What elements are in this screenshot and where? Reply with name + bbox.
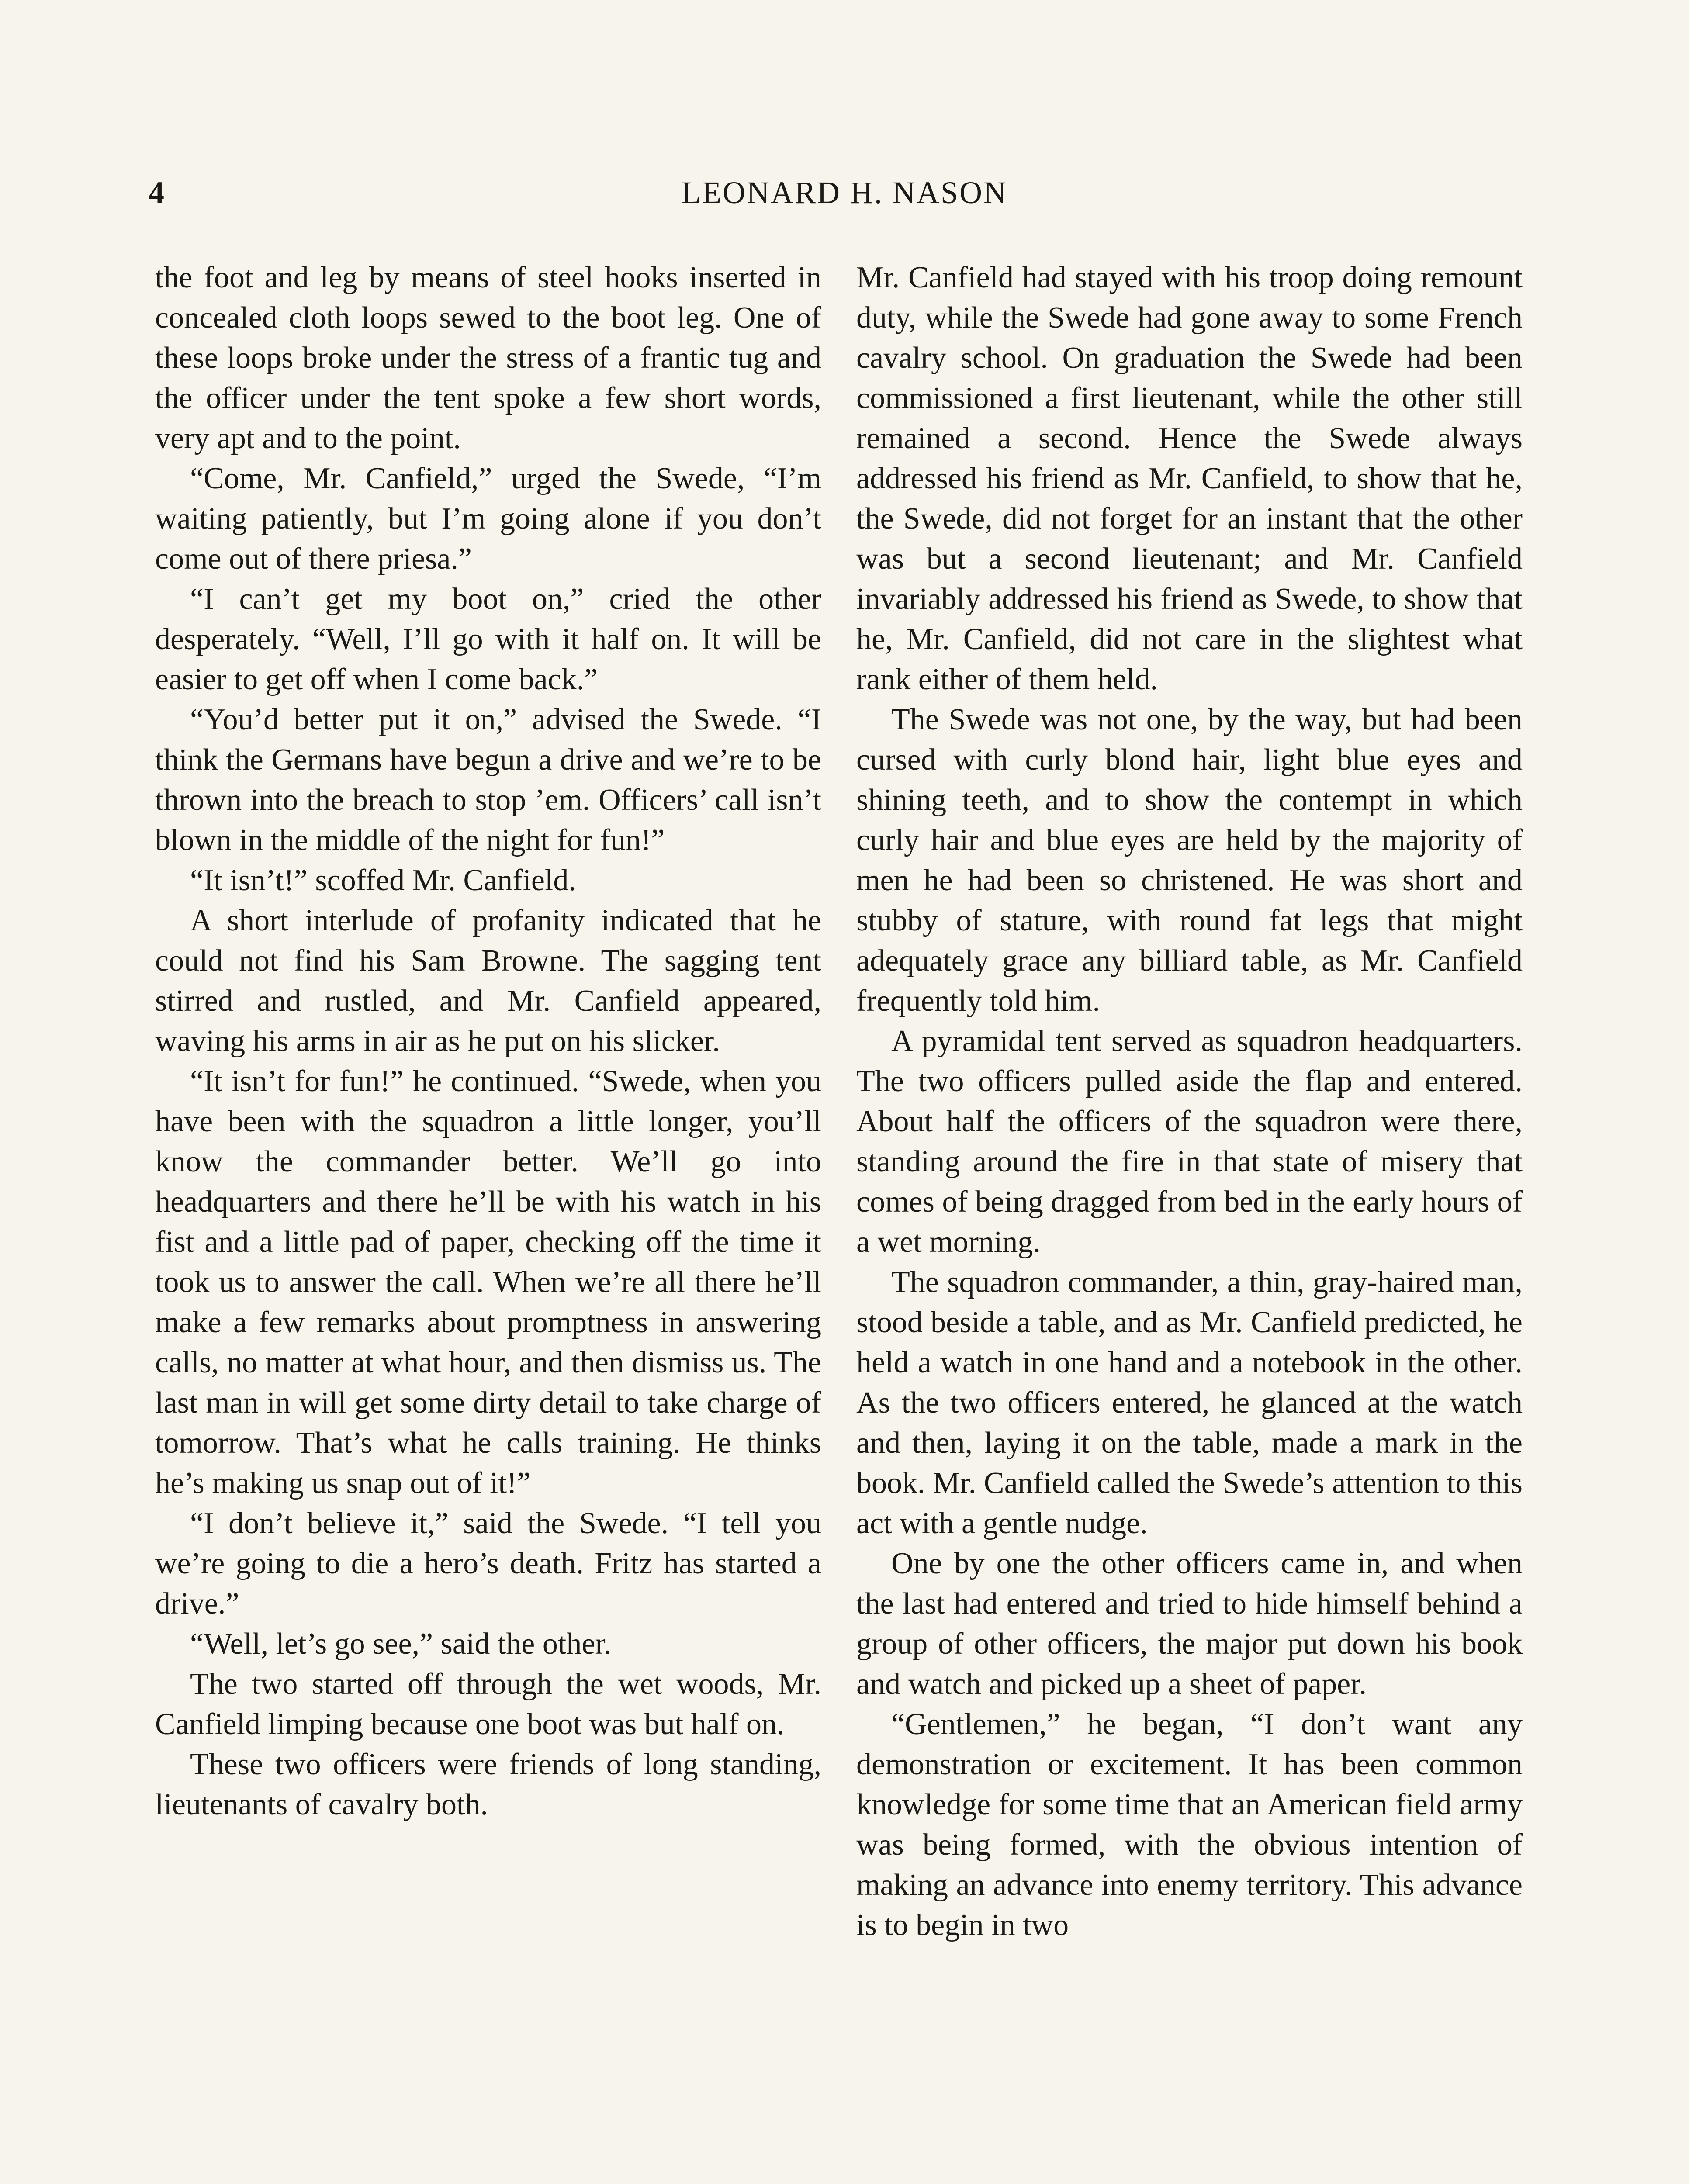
paragraph: The squadron commander, a thin, gray-haired man, stood beside a table, and as Mr. Canfield predicted, he held a watch in one hand and a notebook in the other. As the two officers entered, he glanced at the watch and then, laying it on the table, made a mark in the book. Mr. Canfield called the Swede’s attention to this act with a gentle nudge. [856, 1265, 1523, 1540]
paragraph: One by one the other officers came in, and when the last had entered and tried to hide himself behind a group of other officers, the major put down his book and watch and picked up a sheet of paper. [856, 1547, 1523, 1701]
paragraph: A short interlude of profanity indicated that he could not find his Sam Browne. The sagging tent stirred and rustled, and Mr. Canfield appeared, waving his arms in air as he put on his slicker. [155, 904, 821, 1058]
paragraph: The two started off through the wet woods, Mr. Canfield limping because one boot was but half on. [155, 1667, 821, 1741]
right-column [856, 258, 1523, 1946]
paragraph: “Well, let’s go see,” said the other. [190, 1627, 612, 1661]
page-number: 4 [149, 175, 164, 210]
paragraph: “It isn’t for fun!” he continued. “Swede, when you have been with the squadron a little longer, you’ll know the commander better. We’ll go into headquarters and there he’ll be with his watch in his fist and a little pad of paper, checking off the time it took us to answer the call. When we’re all there he’ll make a few remarks about promptness in answering calls, no matter at what hour, and then dismiss us. The last man in will get some dirty detail to take charge of tomorrow. That’s what he calls training. He thinks he’s making us snap out of it!” [155, 1064, 821, 1500]
left-column [155, 258, 821, 1825]
paragraph: “It isn’t!” scoffed Mr. Canfield. [190, 864, 576, 897]
paragraph: Mr. Canfield had stayed with his troop doing remount duty, while the Swede had gone away to some French cavalry school. On graduation the Swede had been commissioned a first lieutenant, while the other still remained a second. Hence the Swede always addressed his friend as Mr. Canfield, to show that he, the Swede, did not forget for an instant that the other was but a second lieutenant; and Mr. Canfield invariably addressed his friend as Swede, to show that he, Mr. Canfield, did not care in the slightest what rank either of them held. [856, 261, 1523, 696]
paragraph: the foot and leg by means of steel hooks inserted in concealed cloth loops sewed to the boot leg. One of these loops broke under the stress of a frantic tug and the officer under the tent spoke a few short words, very apt and to the point. [155, 261, 821, 455]
paragraph: “Gentlemen,” he began, “I don’t want any demonstration or excitement. It has been common knowledge for some time that an American field army was being formed, with the obvious intention of making an advance into enemy territory. This advance is to begin in two [856, 1707, 1523, 1942]
paragraph: “I can’t get my boot on,” cried the other desperately. “Well, I’ll go with it half on. It will be easier to get off when I come back.” [155, 582, 821, 696]
paragraph: The Swede was not one, by the way, but had been cursed with curly blond hair, light blue eyes and shining teeth, and to show the contempt in which curly hair and blue eyes are held by the majority of men he had been so christened. He was short and stubby of stature, with round fat legs that might adequately grace any billiard table, as Mr. Canfield frequently told him. [856, 703, 1523, 1018]
paragraph: “You’d better put it on,” advised the Swede. “I think the Germans have begun a drive and we’re to be thrown into the breach to stop ’em. Officers’ call isn’t blown in the middle of the night for fun!” [155, 703, 821, 857]
paragraph: “I don’t believe it,” said the Swede. “I tell you we’re going to die a hero’s death. Fritz has started a drive.” [155, 1507, 821, 1621]
paragraph: These two officers were friends of long standing, lieutenants of cavalry both. [155, 1748, 821, 1821]
paragraph: A pyramidal tent served as squadron headquarters. The two officers pulled aside the flap and entered. About half the officers of the squadron were there, standing around the fire in that state of misery that comes of being dragged from bed in the early hours of a wet morning. [856, 1024, 1523, 1259]
running-head: LEONARD H. NASON [682, 175, 1007, 210]
paragraph: “Come, Mr. Canfield,” urged the Swede, “I’m waiting patiently, but I’m going alone if you don’t come out of there priesa.” [155, 462, 821, 576]
